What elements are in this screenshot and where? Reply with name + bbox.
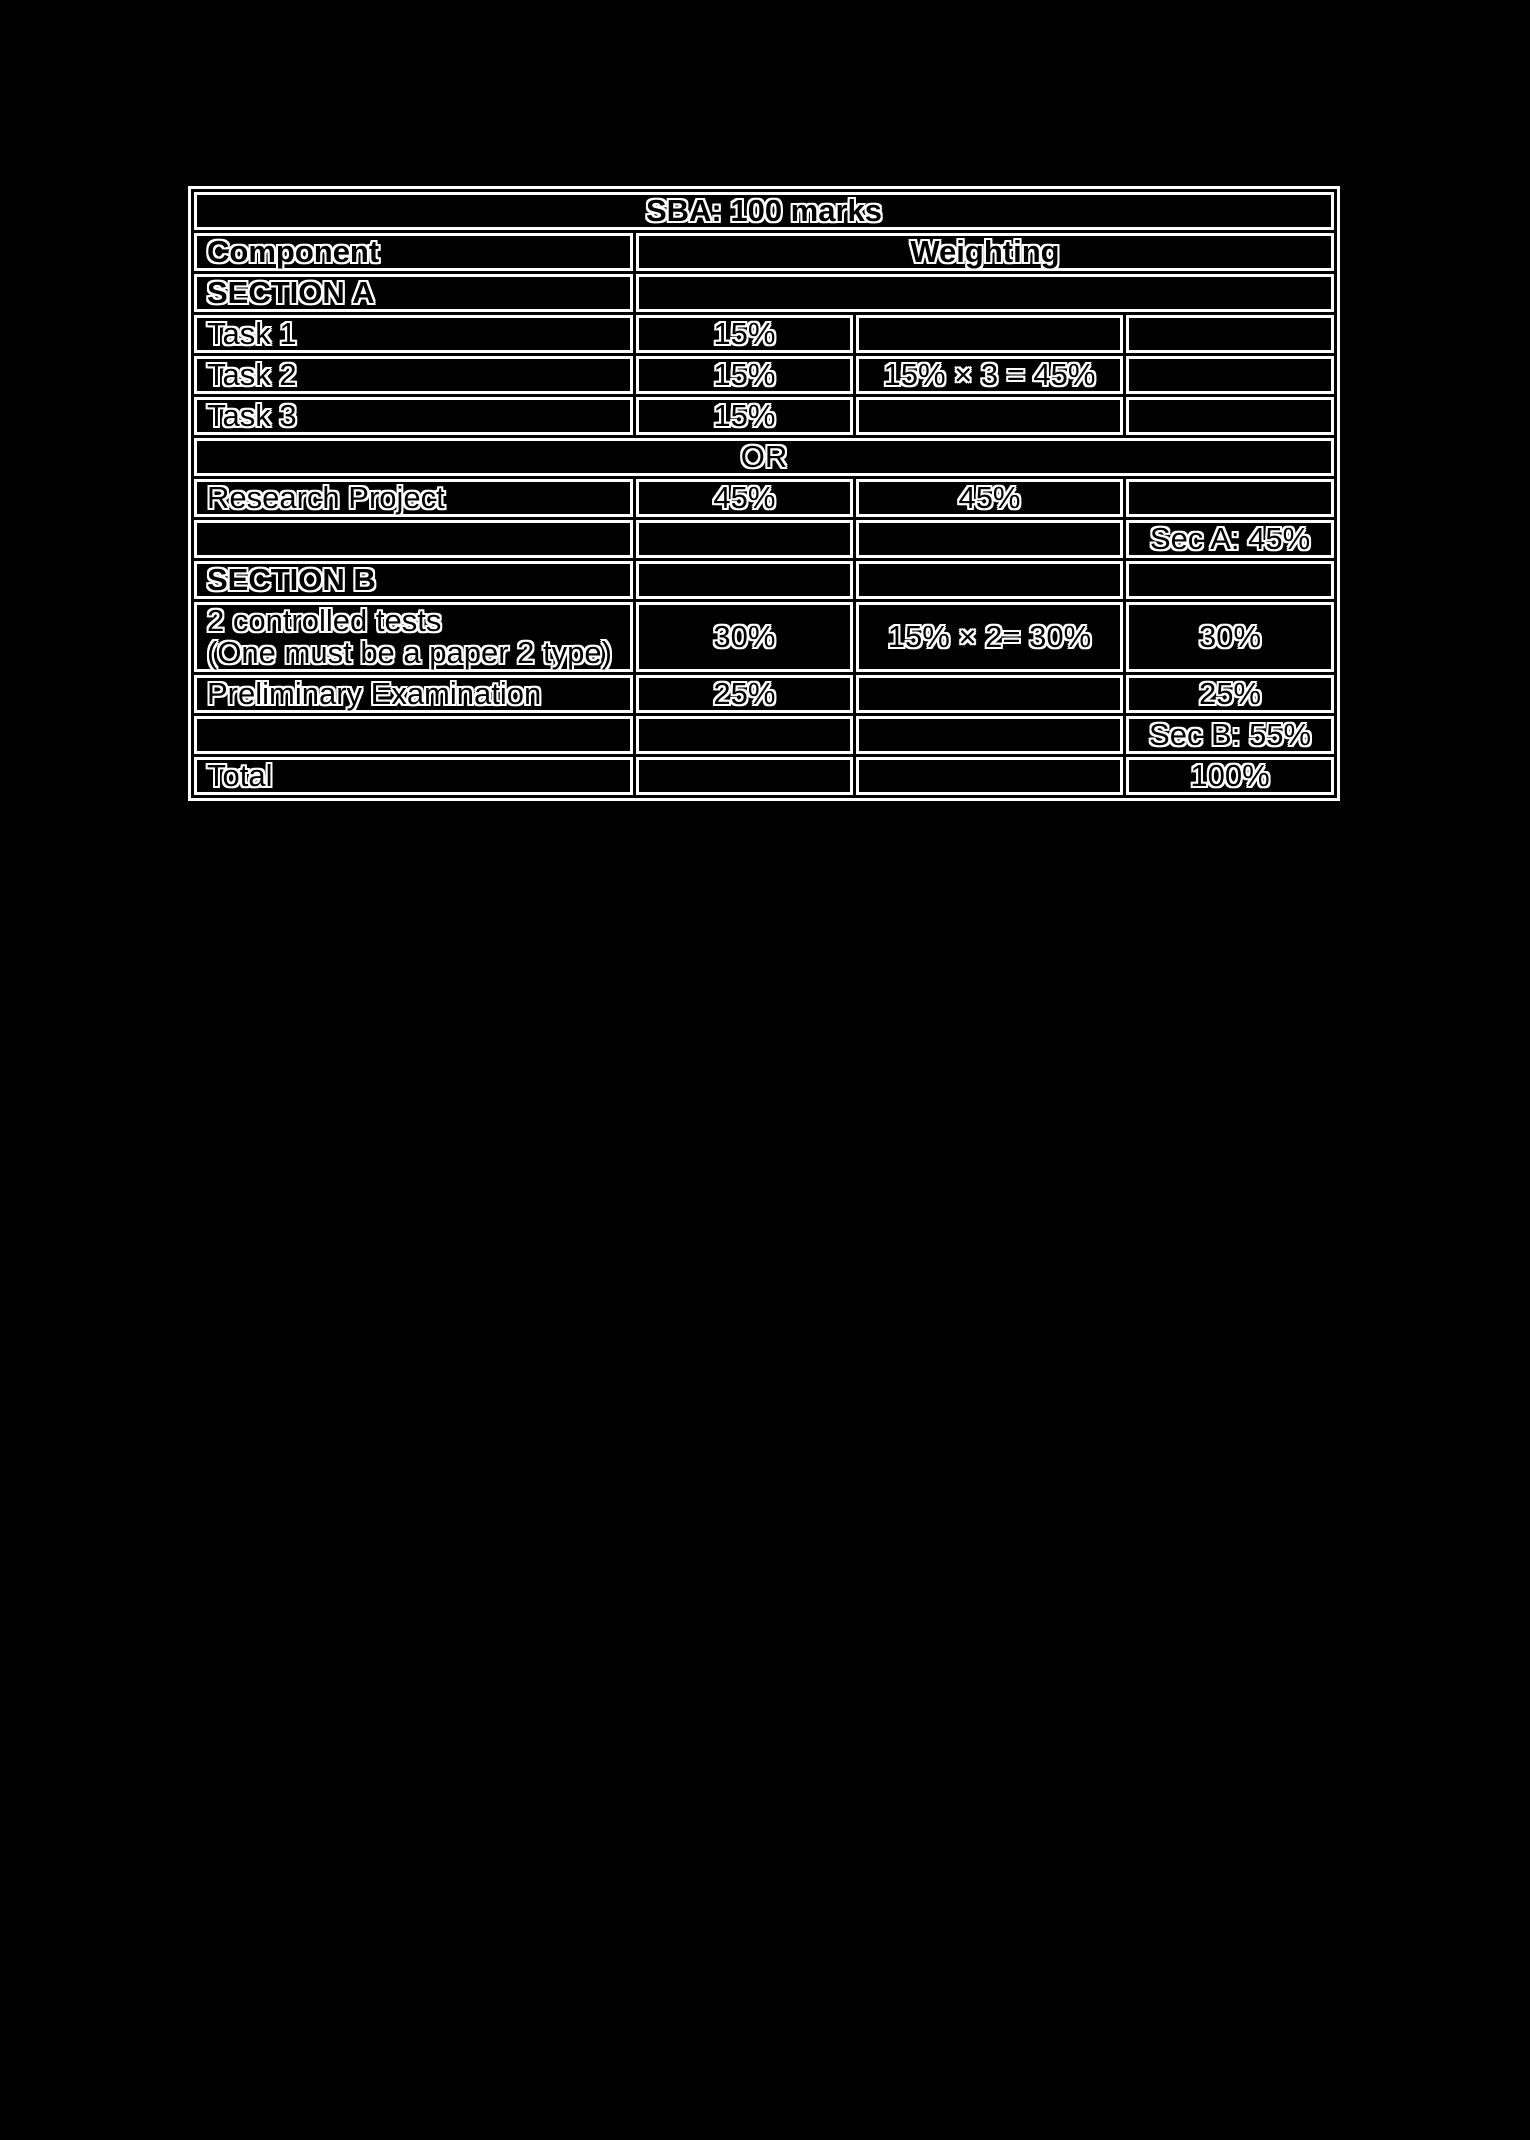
table-row: [194, 675, 1334, 713]
weight-cell: 25%: [636, 675, 853, 713]
empty-cell: [856, 520, 1123, 558]
calc-cell: 45%: [856, 479, 1123, 517]
section-a-label: SECTION A: [194, 274, 633, 312]
component-cell: [194, 602, 633, 672]
weight-cell: 15%: [636, 397, 853, 435]
table-row: [194, 356, 1334, 394]
component-cell: Task 2: [194, 356, 633, 394]
section-b-heading-row: [194, 561, 1334, 599]
total-cell: [1126, 315, 1334, 353]
table-title: SBA: 100 marks: [194, 192, 1334, 230]
empty-cell: [194, 716, 633, 754]
empty-cell: [636, 561, 853, 599]
empty-cell: [636, 520, 853, 558]
or-row: [194, 438, 1334, 476]
empty-cell: [856, 716, 1123, 754]
table-row: [194, 397, 1334, 435]
section-b-subtotal: Sec B: 55%: [1126, 716, 1334, 754]
table-row: [194, 479, 1334, 517]
empty-cell: [1126, 561, 1334, 599]
component-cell: Research Project: [194, 479, 633, 517]
total-cell: [1126, 397, 1334, 435]
empty-cell: [636, 757, 853, 795]
section-a-subtotal-row: [194, 520, 1334, 558]
section-b-label: SECTION B: [194, 561, 633, 599]
controlled-tests-line1: 2 controlled tests: [207, 603, 442, 638]
calc-cell: [856, 397, 1123, 435]
total-cell: [1126, 356, 1334, 394]
calc-cell: [856, 675, 1123, 713]
controlled-tests-line2: (One must be a paper 2 type): [207, 635, 612, 670]
calc-cell: [856, 315, 1123, 353]
table-title-row: [194, 192, 1334, 230]
header-component: Component: [194, 233, 633, 271]
total-label: Total: [194, 757, 633, 795]
table-header-row: [194, 233, 1334, 271]
total-row: [194, 757, 1334, 795]
empty-cell: [194, 520, 633, 558]
weight-cell: 45%: [636, 479, 853, 517]
component-cell: Preliminary Examination: [194, 675, 633, 713]
total-cell: 25%: [1126, 675, 1334, 713]
total-cell: 30%: [1126, 602, 1334, 672]
calc-cell: 15% × 2= 30%: [856, 602, 1123, 672]
component-cell: Task 1: [194, 315, 633, 353]
table-row: [194, 315, 1334, 353]
empty-cell: [856, 561, 1123, 599]
weight-cell: 15%: [636, 315, 853, 353]
section-a-empty-cell: [636, 274, 1334, 312]
empty-cell: [856, 757, 1123, 795]
section-a-subtotal: Sec A: 45%: [1126, 520, 1334, 558]
calc-cell: 15% × 3 = 45%: [856, 356, 1123, 394]
total-cell: [1126, 479, 1334, 517]
sba-weighting-table: [188, 186, 1340, 801]
section-b-subtotal-row: [194, 716, 1334, 754]
header-weighting: Weighting: [636, 233, 1334, 271]
empty-cell: [636, 716, 853, 754]
total-value: 100%: [1126, 757, 1334, 795]
section-a-heading-row: [194, 274, 1334, 312]
table-row: [194, 602, 1334, 672]
or-label: OR: [194, 438, 1334, 476]
component-cell: Task 3: [194, 397, 633, 435]
weight-cell: 15%: [636, 356, 853, 394]
weight-cell: 30%: [636, 602, 853, 672]
